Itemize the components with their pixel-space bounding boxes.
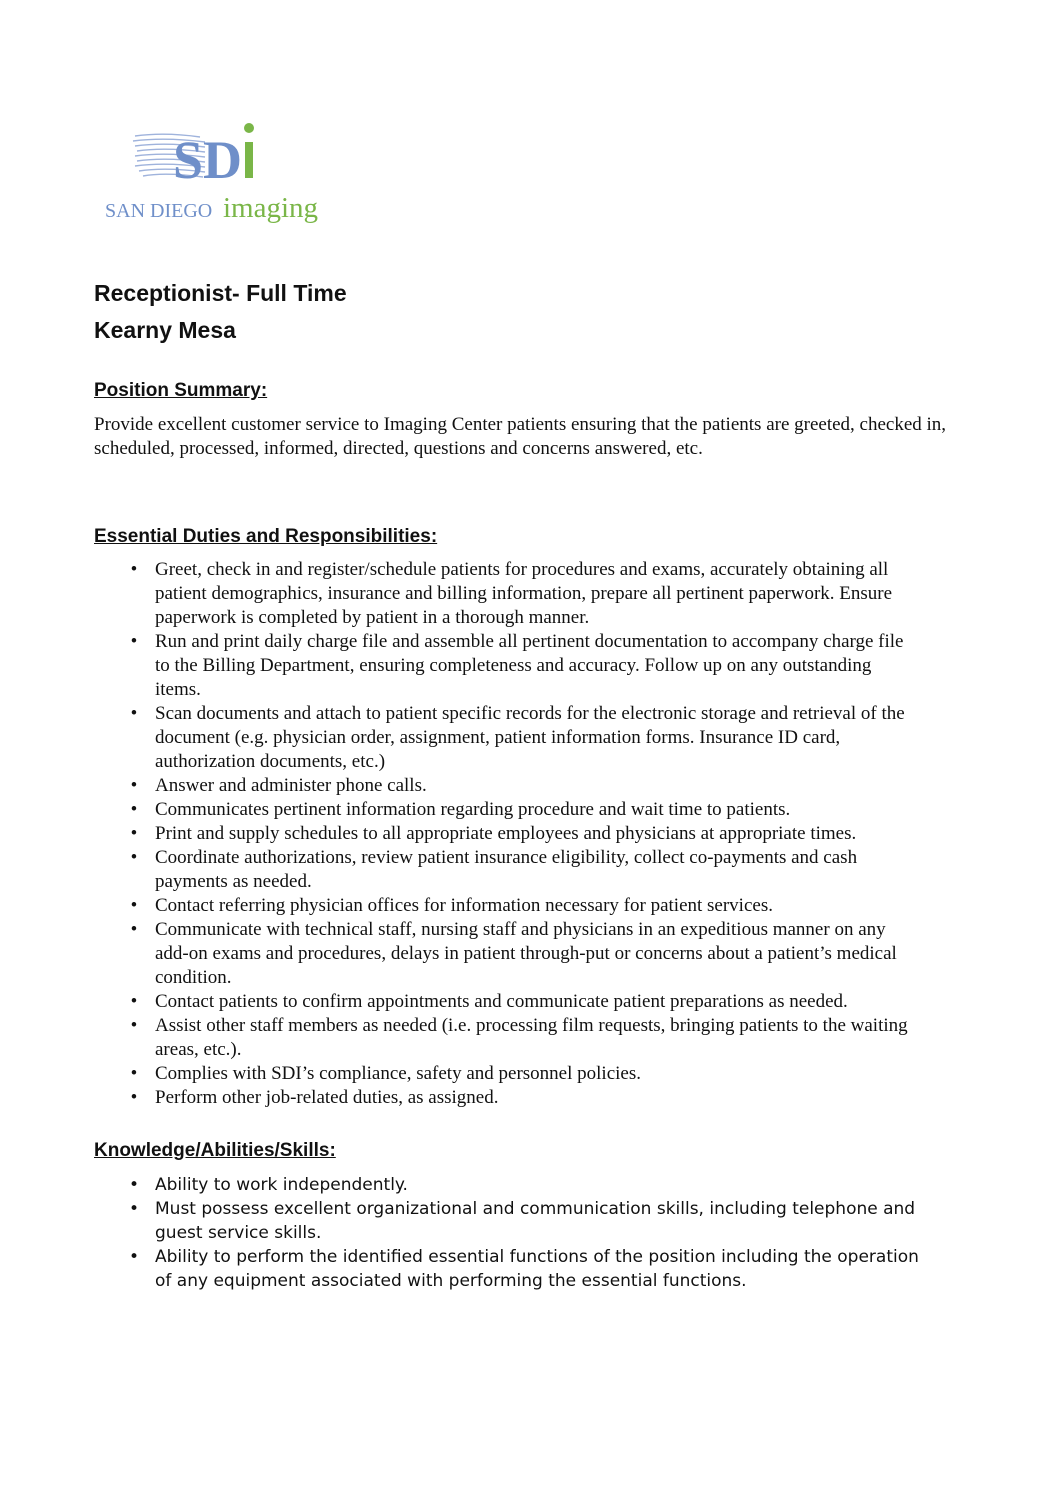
- duty-text: Communicates pertinent information regarding procedure and wait time to patients.: [155, 799, 791, 820]
- duty-text: Scan documents and attach to patient specific records for the electronic storage and retrieval of the document (e.g. physician order, assignment, patient information forms. Insurance ID card, authorization documents, etc.): [155, 703, 905, 772]
- knowledge-list: [0, 1173, 1000, 1293]
- bullet-icon: •: [130, 1087, 138, 1108]
- bullet-icon: •: [128, 1247, 140, 1267]
- list-item: [0, 798, 1000, 822]
- duty-text: Answer and administer phone calls.: [155, 775, 427, 796]
- bullet-icon: •: [130, 919, 138, 940]
- position-summary-heading: Position Summary:: [94, 380, 268, 401]
- bullet-icon: •: [130, 991, 138, 1012]
- duties-heading: Essential Duties and Responsibilities:: [94, 526, 438, 547]
- bullet-icon: •: [130, 799, 138, 820]
- duty-text: Contact patients to confirm appointments and communicate patient preparations as needed.: [155, 991, 848, 1012]
- list-item: [0, 774, 1000, 798]
- logo-letter-i: [245, 142, 253, 178]
- sdi-logo-graphic: [105, 118, 345, 228]
- duty-text: Run and print daily charge file and assemble all pertinent documentation to accompany charge file to the Billing Department, ensuring completeness and accuracy. Follow up on any outstanding items.: [155, 631, 904, 700]
- logo-wordmark-san-diego: SAN DIEGO: [105, 200, 213, 222]
- skill-text: Ability to work independently.: [155, 1175, 408, 1195]
- list-item: [0, 1197, 1000, 1245]
- duty-text: Print and supply schedules to all appropriate employees and physicians at appropriate times.: [155, 823, 857, 844]
- duty-text: Contact referring physician offices for information necessary for patient services.: [155, 895, 773, 916]
- logo-letters-sd: SD: [173, 130, 243, 190]
- bullet-icon: •: [130, 847, 138, 868]
- list-item: [0, 558, 1000, 630]
- knowledge-heading: Knowledge/Abilities/Skills:: [94, 1140, 336, 1161]
- list-item: [0, 846, 1000, 894]
- bullet-icon: •: [130, 775, 138, 796]
- job-location: Kearny Mesa: [94, 317, 236, 343]
- duty-text: Communicate with technical staff, nursing staff and physicians in an expeditious manner on any add-on exams and procedures, delays in patient through-put or concerns about a patient’s medical condition.: [155, 919, 897, 988]
- logo-wordmark-imaging: imaging: [223, 192, 319, 224]
- bullet-icon: •: [130, 703, 138, 724]
- duty-text: Assist other staff members as needed (i.e. processing film requests, bringing patients to the waiting areas, etc.).: [155, 1015, 908, 1060]
- skill-text: Must possess excellent organizational and communication skills, including telephone and guest service skills.: [155, 1199, 916, 1243]
- skill-text: Ability to perform the identified essential functions of the position including the operation of any equipment associated with performing the essential functions.: [155, 1247, 919, 1291]
- position-summary-text: Provide excellent customer service to Imaging Center patients ensuring that the patients are greeted, checked in, scheduled, processed, informed, directed, questions and concerns answered, etc.: [94, 414, 947, 459]
- duty-text: Coordinate authorizations, review patient insurance eligibility, collect co-payments and cash payments as needed.: [155, 847, 858, 892]
- list-item: [0, 1014, 1000, 1062]
- list-item: [0, 702, 1000, 774]
- job-title: Receptionist- Full Time: [94, 280, 347, 306]
- duty-text: Perform other job-related duties, as assigned.: [155, 1087, 499, 1108]
- list-item: [0, 894, 1000, 918]
- bullet-icon: •: [130, 895, 138, 916]
- bullet-icon: •: [130, 1015, 138, 1036]
- list-item: [0, 990, 1000, 1014]
- bullet-icon: •: [128, 1175, 140, 1195]
- bullet-icon: •: [130, 559, 138, 580]
- duty-text: Greet, check in and register/schedule patients for procedures and exams, accurately obtaining all patient demographics, insurance and billing information, prepare all pertinent paperwork. Ensure paperwork is completed by patient in a thorough manner.: [155, 559, 893, 628]
- logo-i-dot: [244, 123, 254, 133]
- list-item: [0, 1245, 1000, 1293]
- list-item: [0, 1173, 1000, 1197]
- duties-list: [0, 558, 1000, 1110]
- sdi-logo: [105, 118, 345, 228]
- list-item: [0, 1086, 1000, 1110]
- bullet-icon: •: [130, 1063, 138, 1084]
- list-item: [0, 630, 1000, 702]
- list-item: [0, 1062, 1000, 1086]
- duty-text: Complies with SDI’s compliance, safety and personnel policies.: [155, 1063, 641, 1084]
- bullet-icon: •: [130, 631, 138, 652]
- list-item: [0, 918, 1000, 990]
- bullet-icon: •: [130, 823, 138, 844]
- list-item: [0, 822, 1000, 846]
- bullet-icon: •: [128, 1199, 140, 1219]
